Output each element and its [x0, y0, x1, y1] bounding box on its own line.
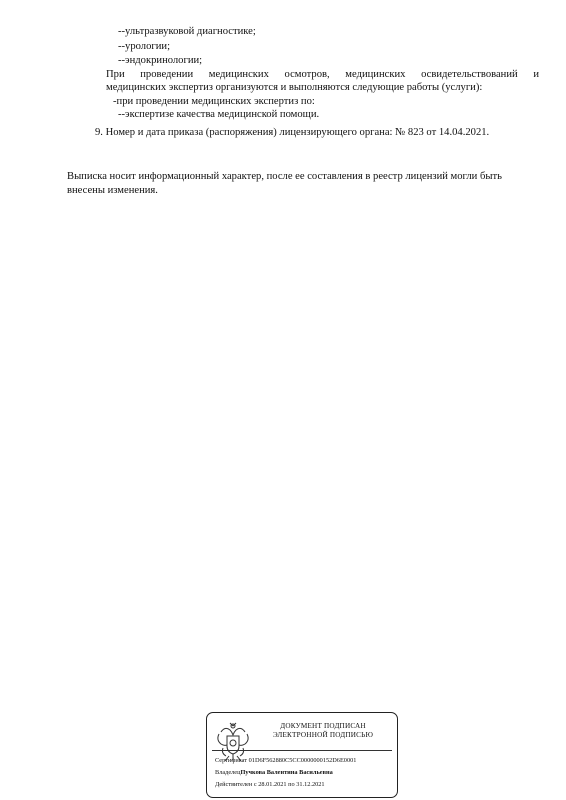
disclaimer-line: внесены изменения. — [67, 185, 158, 196]
certificate-label: Сертификат — [215, 757, 248, 764]
list-item: --эндокринологии; — [118, 55, 203, 66]
stamp-title: ЭЛЕКТРОННОЙ ПОДПИСЬЮ — [272, 731, 374, 739]
list-item: --урологии; — [118, 41, 171, 52]
owner-line — [215, 769, 333, 777]
validity-line: Действителен с 28.01.2021 по 31.12.2021 — [215, 781, 325, 788]
paragraph-line: медицинских экспертиз организуются и выполняются следующие работы (услуги): — [106, 82, 483, 93]
list-item: --ультразвуковой диагностике; — [118, 26, 256, 37]
sub-item: -при проведении медицинских экспертиз по: — [113, 96, 315, 107]
electronic-signature-stamp — [206, 712, 398, 798]
sub-item-detail: --экспертизе качества медицинской помощи. — [118, 109, 320, 120]
paragraph-line — [106, 69, 539, 81]
certificate-line — [215, 757, 356, 765]
owner-value: Пучкова Валентина Васильевна — [240, 769, 333, 776]
owner-label: Владелец — [215, 769, 241, 776]
order-number-item: 9. Номер и дата приказа (распоряжения) лицензирующего органа: № 823 от 14.04.2021. — [95, 127, 490, 138]
disclaimer-line: Выписка носит информационный характер, после ее составления в реестр лицензий могли быть — [67, 171, 502, 182]
paragraph-text: При проведении медицинских осмотров, медицинских освидетельствований и — [106, 69, 539, 80]
divider — [212, 750, 392, 751]
stamp-title: ДОКУМЕНТ ПОДПИСАН — [280, 722, 366, 730]
certificate-value: 01D6F562880C5CC0000000152D6E0001 — [248, 757, 357, 764]
